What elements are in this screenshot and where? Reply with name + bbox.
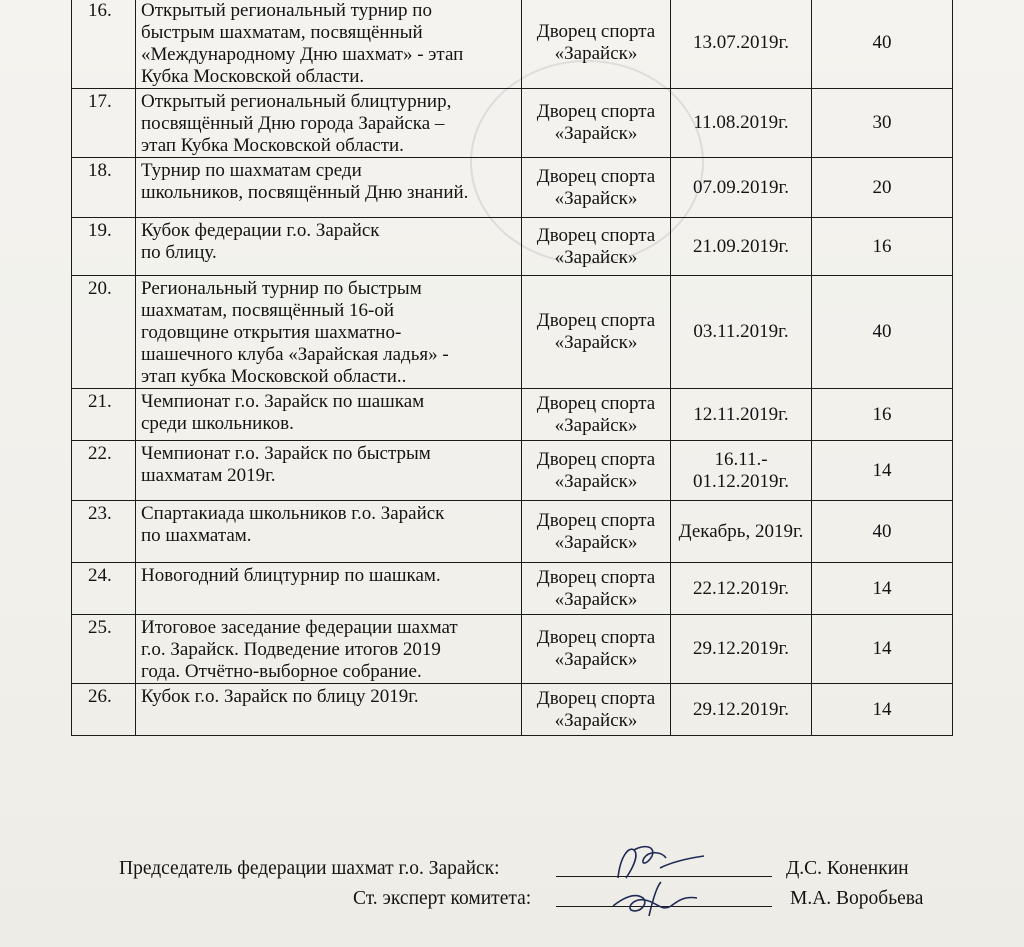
event-place: Дворец спорта «Зарайск» bbox=[536, 448, 656, 492]
event-name: Новогодний блицтурнир по шашкам. bbox=[141, 565, 441, 586]
event-date: Декабрь, 2019г. bbox=[678, 520, 804, 542]
table-row bbox=[72, 501, 953, 563]
event-date: 11.08.2019г. bbox=[693, 112, 789, 133]
event-date: 22.12.2019г. bbox=[693, 577, 789, 599]
table-row bbox=[72, 563, 953, 615]
row-number: 21. bbox=[88, 391, 112, 412]
row-number: 17. bbox=[88, 91, 112, 112]
row-number: 20. bbox=[88, 278, 112, 299]
event-name: Открытый региональный блицтурнир, посвящённый Дню города Зарайска – этап Кубка Московской области. bbox=[141, 91, 452, 156]
event-date: 13.07.2019г. bbox=[693, 32, 789, 53]
event-name: Чемпионат г.о. Зарайск по шашкам среди школьников. bbox=[141, 391, 425, 434]
event-name: Турнир по шахматам среди школьников, посвящённый Дню знаний. bbox=[141, 160, 469, 203]
participants-count: 30 bbox=[872, 112, 892, 133]
participants-count: 14 bbox=[872, 638, 892, 659]
table-row bbox=[72, 276, 953, 389]
table-row bbox=[72, 0, 953, 89]
table-row bbox=[72, 89, 953, 158]
participants-count: 14 bbox=[872, 459, 892, 481]
event-date: 12.11.2019г. bbox=[693, 403, 789, 425]
event-name: Спартакиада школьников г.о. Зарайск по шахматам. bbox=[141, 503, 445, 546]
event-place: Дворец спорта «Зарайск» bbox=[536, 310, 656, 353]
table-row bbox=[72, 389, 953, 441]
participants-count: 14 bbox=[872, 577, 892, 599]
event-name: Региональный турнир по быстрым шахматам, посвящённый 16-ой годовщине открытия шахматно- шашечного клуба «Зарайская ладья» - этап кубка Московской области.. bbox=[141, 278, 449, 387]
participants-count: 16 bbox=[872, 403, 892, 425]
event-date: 21.09.2019г. bbox=[693, 235, 789, 257]
participants-count: 40 bbox=[872, 520, 892, 542]
row-number: 23. bbox=[88, 503, 112, 524]
table-row bbox=[72, 684, 953, 736]
event-place: Дворец спорта «Зарайск» bbox=[536, 392, 656, 436]
row-number: 26. bbox=[88, 686, 112, 707]
event-name: Итоговое заседание федерации шахмат г.о. Зарайск. Подведение итогов 2019 года. Отчётно-выборное собрание. bbox=[141, 617, 458, 682]
event-name: Кубок федерации г.о. Зарайск по блицу. bbox=[141, 220, 380, 263]
event-date: 03.11.2019г. bbox=[693, 321, 789, 342]
event-name: Открытый региональный турнир по быстрым шахматам, посвящённый «Международному Дню шахмат» - этап Кубка Московской области. bbox=[141, 0, 464, 87]
event-place: Дворец спорта «Зарайск» bbox=[536, 165, 656, 209]
table-row bbox=[72, 158, 953, 218]
row-number: 16. bbox=[88, 0, 112, 21]
row-number: 19. bbox=[88, 220, 112, 241]
event-place: Дворец спорта «Зарайск» bbox=[536, 687, 656, 731]
row-number: 24. bbox=[88, 565, 112, 586]
participants-count: 16 bbox=[872, 235, 892, 257]
table-row bbox=[72, 615, 953, 684]
event-place: Дворец спорта «Зарайск» bbox=[536, 566, 656, 610]
row-number: 22. bbox=[88, 443, 112, 464]
participants-count: 20 bbox=[872, 176, 892, 198]
handwritten-signature-expert bbox=[605, 876, 715, 926]
chair-name: Д.С. Коненкин bbox=[786, 858, 909, 879]
expert-name: М.А. Воробьева bbox=[790, 888, 924, 909]
table-row bbox=[72, 441, 953, 501]
event-date: 07.09.2019г. bbox=[693, 176, 789, 198]
event-date: 16.11.- 01.12.2019г. bbox=[693, 448, 789, 492]
chair-signature-label: Председатель федерации шахмат г.о. Зарайск: bbox=[119, 858, 500, 879]
row-number: 18. bbox=[88, 160, 112, 181]
event-place: Дворец спорта «Зарайск» bbox=[536, 21, 656, 64]
event-name: Кубок г.о. Зарайск по блицу 2019г. bbox=[141, 686, 419, 707]
events-table bbox=[71, 0, 953, 736]
event-name: Чемпионат г.о. Зарайск по быстрым шахматам 2019г. bbox=[141, 443, 431, 486]
expert-signature-label: Ст. эксперт комитета: bbox=[353, 888, 532, 909]
event-place: Дворец спорта «Зарайск» bbox=[536, 509, 656, 553]
participants-count: 14 bbox=[872, 698, 892, 720]
event-date: 29.12.2019г. bbox=[693, 638, 789, 659]
event-date: 29.12.2019г. bbox=[693, 698, 789, 720]
event-place: Дворец спорта «Зарайск» bbox=[536, 224, 656, 268]
event-place: Дворец спорта «Зарайск» bbox=[536, 101, 656, 144]
row-number: 25. bbox=[88, 617, 112, 638]
table-row bbox=[72, 218, 953, 276]
participants-count: 40 bbox=[872, 32, 892, 53]
event-place: Дворец спорта «Зарайск» bbox=[536, 627, 656, 670]
participants-count: 40 bbox=[872, 321, 892, 342]
